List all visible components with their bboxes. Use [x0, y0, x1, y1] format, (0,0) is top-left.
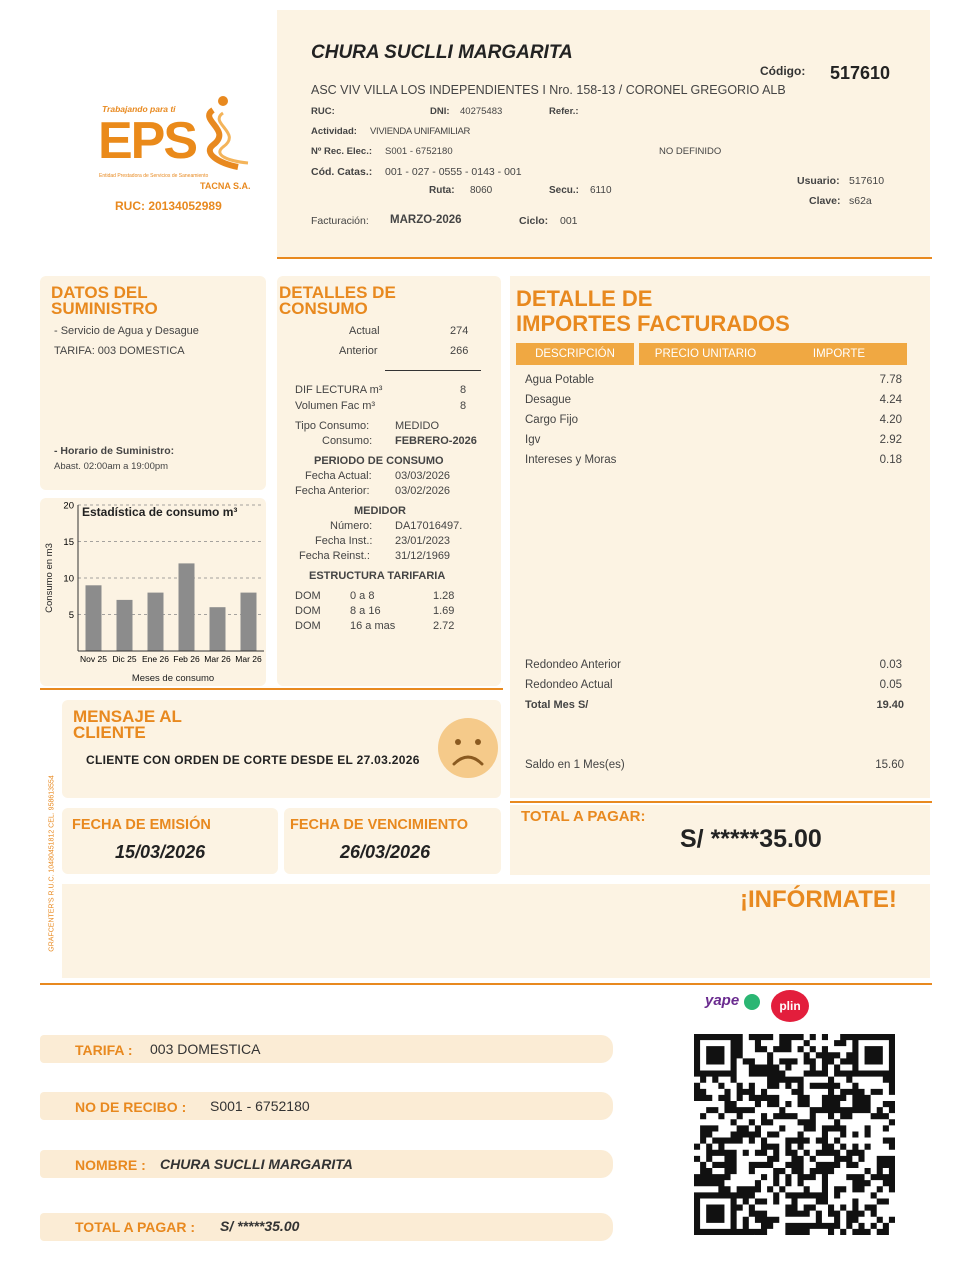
- estructura-row: DOM: [295, 605, 321, 617]
- consumption-chart: [40, 498, 266, 688]
- slip-total-value: S/ *****35.00: [220, 1218, 300, 1234]
- yape-logo: [705, 992, 765, 1016]
- item-importe: 7.78: [879, 374, 902, 386]
- importes-title-1: DETALLE DE: [516, 286, 653, 311]
- nrec-value: S001 - 6752180: [385, 146, 453, 157]
- item-importe: 4.20: [879, 414, 902, 426]
- vencimiento-label: FECHA DE VENCIMIENTO: [290, 817, 469, 833]
- chart-ytick-label: 20: [63, 500, 74, 512]
- total-label: TOTAL A PAGAR:: [521, 808, 646, 825]
- numero-label: Número:: [330, 520, 373, 532]
- estructura-precio: 2.72: [433, 620, 455, 632]
- consumo-title-1: DETALLES DE: [279, 283, 396, 302]
- numero-value: DA17016497.: [395, 520, 463, 532]
- informate-title: ¡INFÓRMATE!: [740, 886, 897, 913]
- suministro-title-1: DATOS DEL: [51, 283, 148, 302]
- estructura-precio: 1.69: [433, 605, 455, 617]
- logo-swoosh-icon: [193, 95, 253, 175]
- item-desc: Agua Potable: [525, 374, 595, 386]
- refer-label: Refer.:: [549, 106, 579, 117]
- fecha-anterior-value: 03/02/2026: [395, 485, 451, 497]
- horario-value: Abast. 02:00am a 19:00pm: [54, 461, 169, 472]
- actividad-label: Actividad:: [311, 126, 357, 137]
- estructura-rango: 8 a 16: [350, 605, 381, 617]
- redondeo-act-label: Redondeo Actual: [525, 679, 613, 691]
- actual-label: Actual: [349, 325, 380, 337]
- client-name: CHURA SUCLLI MARGARITA: [311, 42, 573, 63]
- qr-code: [694, 1034, 895, 1235]
- tipo-label: Tipo Consumo:: [295, 420, 370, 432]
- item-desc: Igv: [525, 434, 541, 446]
- slip-recibo-value: S001 - 6752180: [210, 1098, 310, 1114]
- ruta-label: Ruta:: [429, 185, 455, 196]
- chart-title: Estadística de consumo m³: [82, 505, 238, 519]
- facturacion-label: Facturación:: [311, 215, 369, 227]
- horario-label: - Horario de Suministro:: [54, 445, 175, 457]
- fecha-actual-label: Fecha Actual:: [305, 470, 372, 482]
- chart-bar: [117, 600, 133, 651]
- sum-line: [385, 370, 481, 371]
- consumo-title-2: CONSUMO: [279, 299, 368, 318]
- chart-xtick-label: Dic 25: [112, 654, 137, 664]
- saldo-label: Saldo en 1 Mes(es): [525, 759, 625, 771]
- estructura-row: DOM: [295, 620, 321, 632]
- slip-nombre-value: CHURA SUCLLI MARGARITA: [160, 1156, 353, 1172]
- yape-text: yape: [705, 992, 740, 1009]
- slip-tarifa-value: 003 DOMESTICA: [150, 1041, 261, 1057]
- nrec-label: Nº Rec. Elec.:: [311, 146, 373, 157]
- mensaje-title-1: MENSAJE AL: [73, 707, 182, 726]
- medidor-title: MEDIDOR: [354, 505, 406, 517]
- anterior-label: Anterior: [339, 345, 378, 357]
- fecha-actual-value: 03/03/2026: [395, 470, 451, 482]
- usuario-label: Usuario:: [797, 175, 840, 187]
- redondeo-ant-label: Redondeo Anterior: [525, 659, 621, 671]
- chart-bar: [179, 563, 195, 651]
- fecha-inst-value: 23/01/2023: [395, 535, 451, 547]
- address: ASC VIV VILLA LOS INDEPENDIENTES I Nro. 158-13 / CORONEL GREGORIO ALB: [311, 83, 786, 97]
- estructura-rango: 16 a mas: [350, 620, 396, 632]
- codigo-value: 517610: [830, 63, 891, 83]
- clave-value: s62a: [849, 195, 872, 207]
- slip-total-label: TOTAL A PAGAR :: [75, 1219, 196, 1235]
- ciclo-label: Ciclo:: [519, 215, 549, 227]
- emision-label: FECHA DE EMISIÓN: [72, 817, 211, 833]
- chart-bar: [241, 593, 257, 651]
- plin-text: plin: [779, 999, 801, 1013]
- consumo-label: Consumo:: [322, 435, 373, 447]
- bottom-rule: [40, 983, 932, 985]
- estructura-rango: 0 a 8: [350, 590, 375, 602]
- redondeo-ant-value: 0.03: [879, 659, 902, 671]
- estructura-precio: 1.28: [433, 590, 455, 602]
- mensaje-text: CLIENTE CON ORDEN DE CORTE DESDE EL 27.03.2026: [86, 753, 420, 767]
- fecha-inst-label: Fecha Inst.:: [315, 535, 373, 547]
- catas-label: Cód. Catas.:: [311, 166, 373, 178]
- facturacion-value: MARZO-2026: [390, 214, 462, 226]
- logo-ruc: RUC: 20134052989: [115, 199, 222, 213]
- actual-value: 274: [450, 325, 469, 337]
- chart-bar: [148, 593, 164, 651]
- chart-xtick-label: Mar 26: [235, 654, 262, 664]
- chart-ylabel: Consumo en m3: [44, 543, 55, 613]
- item-importe: 4.24: [879, 394, 902, 406]
- item-importe: 0.18: [879, 454, 902, 466]
- logo-city: TACNA S.A.: [200, 181, 251, 191]
- chart-xtick-label: Mar 26: [204, 654, 231, 664]
- sad-face-icon: [436, 716, 500, 780]
- ruta-value: 8060: [470, 185, 493, 196]
- logo-letters: EPS: [98, 112, 197, 170]
- col-descripcion: DESCRIPCIÓN: [516, 343, 634, 365]
- total-rule: [510, 801, 932, 803]
- item-importe: 2.92: [879, 434, 902, 446]
- logo-tagline: Trabajando para ti: [102, 104, 176, 114]
- yape-badge-icon: [744, 994, 760, 1010]
- dif-label: DIF LECTURA m³: [295, 384, 383, 396]
- dni-label: DNI:: [430, 106, 450, 117]
- chart-ytick-label: 5: [68, 610, 74, 621]
- chart-bar: [86, 585, 102, 651]
- saldo-value: 15.60: [875, 759, 904, 771]
- clave-label: Clave:: [809, 195, 841, 207]
- catas-value: 001 - 027 - 0555 - 0143 - 001: [385, 166, 522, 178]
- tipo-value: MEDIDO: [395, 420, 439, 432]
- fecha-reinst-value: 31/12/1969: [395, 550, 451, 562]
- vol-value: 8: [460, 400, 467, 412]
- header-rule: [277, 257, 932, 259]
- col-importe: IMPORTE: [771, 343, 907, 365]
- secu-value: 6110: [590, 185, 612, 196]
- chart-bar: [210, 607, 226, 651]
- secu-label: Secu.:: [549, 185, 580, 196]
- printer-side-text: GRAFCENTER'S R.U.C. 10480451812 CEL. 958613554: [48, 775, 56, 952]
- actividad-value: VIVIENDA UNIFAMILIAR: [370, 126, 471, 137]
- slip-recibo-label: NO DE RECIBO :: [75, 1099, 187, 1115]
- slip-nombre-label: NOMBRE :: [75, 1157, 146, 1173]
- estructura-title: ESTRUCTURA TARIFARIA: [309, 570, 446, 582]
- fecha-reinst-label: Fecha Reinst.:: [299, 550, 370, 562]
- chart-ytick-label: 10: [63, 573, 74, 585]
- suministro-tarifa: TARIFA: 003 DOMESTICA: [54, 345, 185, 357]
- dif-value: 8: [460, 384, 467, 396]
- anterior-value: 266: [450, 345, 469, 357]
- total-mes-label: Total Mes S/: [525, 699, 589, 711]
- vencimiento-value: 26/03/2026: [340, 842, 431, 862]
- vol-label: Volumen Fac m³: [295, 400, 376, 412]
- estructura-row: DOM: [295, 590, 321, 602]
- no-definido: NO DEFINIDO: [659, 146, 722, 157]
- emision-value: 15/03/2026: [115, 842, 206, 862]
- total-mes-value: 19.40: [876, 699, 904, 711]
- ruc-label: RUC:: [311, 106, 335, 117]
- eps-logo: [95, 95, 255, 220]
- item-desc: Intereses y Moras: [525, 454, 617, 466]
- mensaje-title-2: CLIENTE: [73, 723, 146, 742]
- importes-title-2: IMPORTES FACTURADOS: [516, 311, 790, 336]
- mensaje-rule: [40, 688, 503, 690]
- item-desc: Desague: [525, 394, 572, 406]
- usuario-value: 517610: [849, 175, 885, 187]
- chart-xlabel: Meses de consumo: [131, 673, 215, 684]
- dni-value: 40275483: [460, 106, 503, 117]
- logo-subtitle: Entidad Prestadora de Servicios de Saneamiento: [99, 173, 209, 179]
- redondeo-act-value: 0.05: [879, 679, 902, 691]
- suministro-service: - Servicio de Agua y Desague: [54, 325, 199, 337]
- plin-logo: [771, 990, 809, 1022]
- suministro-title-2: SUMINISTRO: [51, 299, 158, 318]
- col-precio-unitario: PRECIO UNITARIO: [639, 343, 772, 365]
- codigo-label: Código:: [760, 64, 806, 78]
- chart-xtick-label: Ene 26: [142, 654, 169, 664]
- consumo-value: FEBRERO-2026: [395, 435, 477, 447]
- ciclo-value: 001: [560, 215, 578, 227]
- item-desc: Cargo Fijo: [525, 414, 579, 426]
- qr-modules: [694, 1034, 895, 1235]
- periodo-title: PERIODO DE CONSUMO: [314, 455, 444, 467]
- chart-ytick-label: 15: [63, 537, 74, 548]
- slip-tarifa-label: TARIFA :: [75, 1042, 133, 1058]
- total-value: S/ *****35.00: [680, 825, 822, 853]
- fecha-anterior-label: Fecha Anterior:: [295, 485, 370, 497]
- chart-xtick-label: Nov 25: [80, 654, 107, 664]
- chart-xtick-label: Feb 26: [173, 654, 200, 664]
